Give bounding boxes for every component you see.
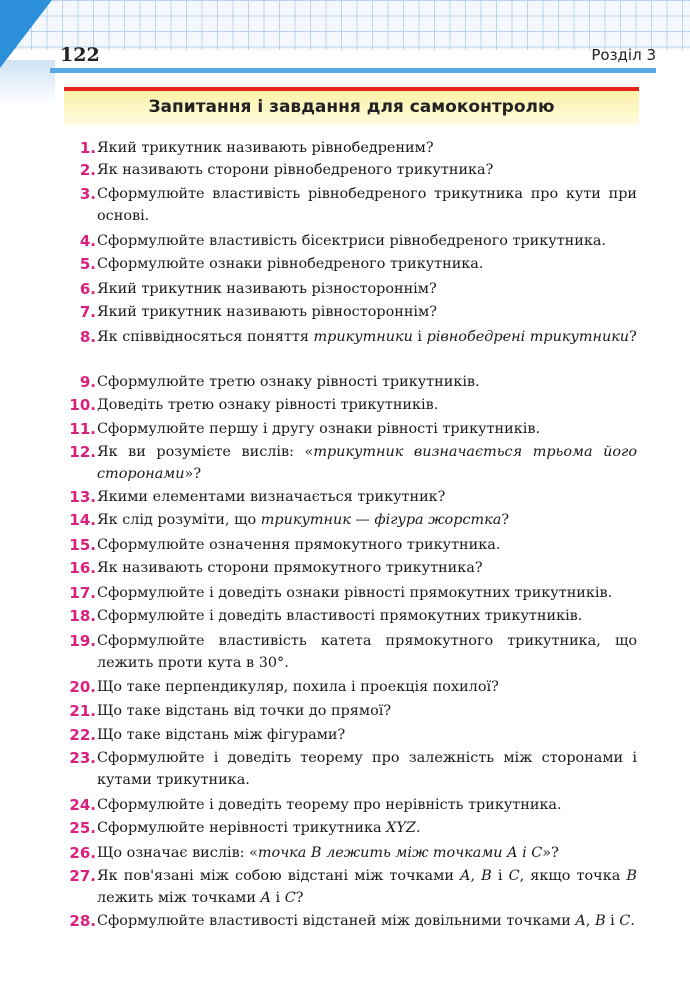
page-number: 122	[60, 44, 100, 66]
question-text	[97, 183, 637, 227]
question-number: 6.	[79, 280, 96, 298]
text-run: ?	[629, 329, 637, 345]
question-text	[97, 509, 637, 531]
question-number: 2.	[79, 161, 96, 179]
italic-term: A	[460, 868, 471, 884]
text-run: Як слід розуміти, що	[97, 512, 261, 528]
italic-term: C	[284, 890, 296, 906]
text-run: Сформулюйте властивість катета прямокутного трикутника, що лежить проти кута в 30°.	[97, 633, 637, 671]
text-run: Сформулюйте третю ознаку рівності трикутників.	[97, 374, 480, 390]
text-run: Сформулюйте властивості відстаней між довільними точками	[97, 913, 576, 929]
question-number: 8.	[79, 328, 96, 346]
question-text	[97, 326, 637, 348]
header-rule	[50, 68, 656, 73]
question-text	[97, 278, 637, 300]
text-run: лежить між точками	[97, 890, 261, 906]
question-number: 17.	[69, 584, 96, 602]
question-text	[97, 842, 637, 864]
question-number: 15.	[69, 536, 96, 554]
text-run: Як пов'язані між собою відстані між точками	[97, 868, 461, 884]
text-run: Що означає вислів: «	[97, 845, 258, 861]
question-number: 18.	[69, 607, 96, 625]
grid-paper-header	[0, 0, 690, 50]
question-text	[97, 582, 637, 604]
question-number: 25.	[69, 819, 96, 837]
question-text	[97, 418, 637, 440]
question-text	[97, 700, 637, 722]
text-run: ?	[295, 890, 304, 906]
question-text	[97, 817, 637, 839]
text-run: Сформулюйте і доведіть ознаки рівності прямокутних трикутників.	[97, 585, 613, 601]
question-number: 24.	[69, 796, 96, 814]
question-number: 3.	[79, 185, 96, 203]
text-run: Що таке відстань від точки до прямої?	[97, 703, 392, 719]
question-number: 7.	[79, 303, 96, 321]
text-run: Сформулюйте першу і другу ознаки рівності трикутників.	[97, 421, 541, 437]
text-run: , якщо точка	[519, 868, 627, 884]
question-number: 4.	[79, 232, 96, 250]
question-number: 5.	[79, 255, 96, 273]
question-number: 21.	[69, 702, 96, 720]
text-run: »?	[542, 845, 559, 861]
question-text	[97, 724, 637, 746]
page-title: Запитання і завдання для самоконтролю	[148, 97, 555, 117]
question-text	[97, 301, 637, 323]
question-number: 11.	[69, 420, 96, 438]
italic-term: C	[619, 913, 631, 929]
question-number: 12.	[69, 443, 96, 461]
question-number: 26.	[69, 844, 96, 862]
text-run: Сформулюйте властивість бісектриси рівнобедреного трикутника.	[97, 233, 607, 249]
text-run: і	[491, 868, 509, 884]
italic-term: B	[481, 868, 492, 884]
question-number: 14.	[69, 511, 96, 529]
question-text	[97, 253, 637, 275]
question-number: 9.	[79, 373, 96, 391]
text-run: »?	[184, 466, 202, 482]
question-text	[97, 441, 637, 485]
italic-term: рівнобедрені трикутники	[426, 329, 630, 345]
italic-term: трикутники	[313, 329, 413, 345]
question-text	[97, 159, 637, 181]
text-run: Як називають сторони рівнобедреного трикутника?	[97, 162, 494, 178]
italic-term: B	[626, 868, 637, 884]
text-run: і	[412, 329, 427, 345]
question-number: 20.	[69, 678, 96, 696]
text-run: Що таке перпендикуляр, похила і проекція похилої?	[97, 679, 499, 695]
text-run: Сформулюйте нерівності трикутника	[97, 820, 387, 836]
italic-term: A	[575, 913, 586, 929]
corner-triangle-icon	[0, 0, 52, 68]
question-text	[97, 630, 637, 674]
question-text	[97, 486, 637, 508]
text-run: Сформулюйте властивість рівнобедреного трикутника про кути при основі.	[97, 186, 637, 224]
italic-term: точка B лежить між точками A і C	[257, 845, 543, 861]
text-run: Як називають сторони прямокутного трикутника?	[97, 560, 483, 576]
text-run: Сформулюйте і доведіть властивості прямокутних трикутників.	[97, 608, 583, 624]
question-text	[97, 137, 637, 159]
text-run: Який трикутник називають різностороннім?	[97, 281, 437, 297]
question-number: 1.	[79, 139, 96, 157]
question-text	[97, 747, 637, 791]
text-run: Як ви розумієте вислів: «	[97, 444, 314, 460]
text-run: і	[605, 913, 620, 929]
text-run: Сформулюйте і доведіть теорему про нерівність трикутника.	[97, 797, 562, 813]
question-number: 10.	[69, 396, 96, 414]
question-text	[97, 605, 637, 627]
text-run: ,	[585, 913, 595, 929]
question-number: 13.	[69, 488, 96, 506]
text-run: Що таке відстань між фігурами?	[97, 727, 346, 743]
question-number: 23.	[69, 749, 96, 767]
text-run: Сформулюйте означення прямокутного трикутника.	[97, 537, 501, 553]
question-text	[97, 394, 637, 416]
text-run: Який трикутник називають рівнобедреним?	[97, 140, 434, 156]
text-run: і	[270, 890, 285, 906]
question-number: 19.	[69, 632, 96, 650]
italic-term: XYZ	[386, 820, 416, 836]
question-text	[97, 230, 637, 252]
question-number: 22.	[69, 726, 96, 744]
question-text	[97, 865, 637, 909]
title-banner	[64, 87, 639, 125]
text-run: .	[630, 913, 635, 929]
italic-term: C	[508, 868, 520, 884]
italic-term: трикутник — фігура жорстка	[260, 512, 502, 528]
question-number: 27.	[69, 867, 96, 885]
question-text	[97, 557, 637, 579]
italic-term: A	[260, 890, 271, 906]
question-text	[97, 910, 637, 932]
question-number: 16.	[69, 559, 96, 577]
question-text	[97, 794, 637, 816]
text-run: Як співвідносяться поняття	[97, 329, 314, 345]
text-run: ,	[470, 868, 482, 884]
text-run: Сформулюйте і доведіть теорему про залежність між сторонами і кутами трикутника.	[97, 750, 637, 788]
text-run: .	[415, 820, 421, 836]
italic-term: трикутник визначається трьома його сторонами	[97, 444, 637, 482]
text-run: Якими елементами визначається трикутник?	[97, 489, 446, 505]
text-run: ?	[501, 512, 510, 528]
question-number: 28.	[69, 912, 96, 930]
text-run: Доведіть третю ознаку рівності трикутників.	[97, 397, 439, 413]
italic-term: B	[594, 913, 606, 929]
question-text	[97, 534, 637, 556]
section-label: Розділ 3	[591, 46, 656, 64]
text-run: Сформулюйте ознаки рівнобедреного трикутника.	[97, 256, 484, 272]
question-text	[97, 676, 637, 698]
question-text	[97, 371, 637, 393]
text-run: Який трикутник називають рівностороннім?	[97, 304, 437, 320]
